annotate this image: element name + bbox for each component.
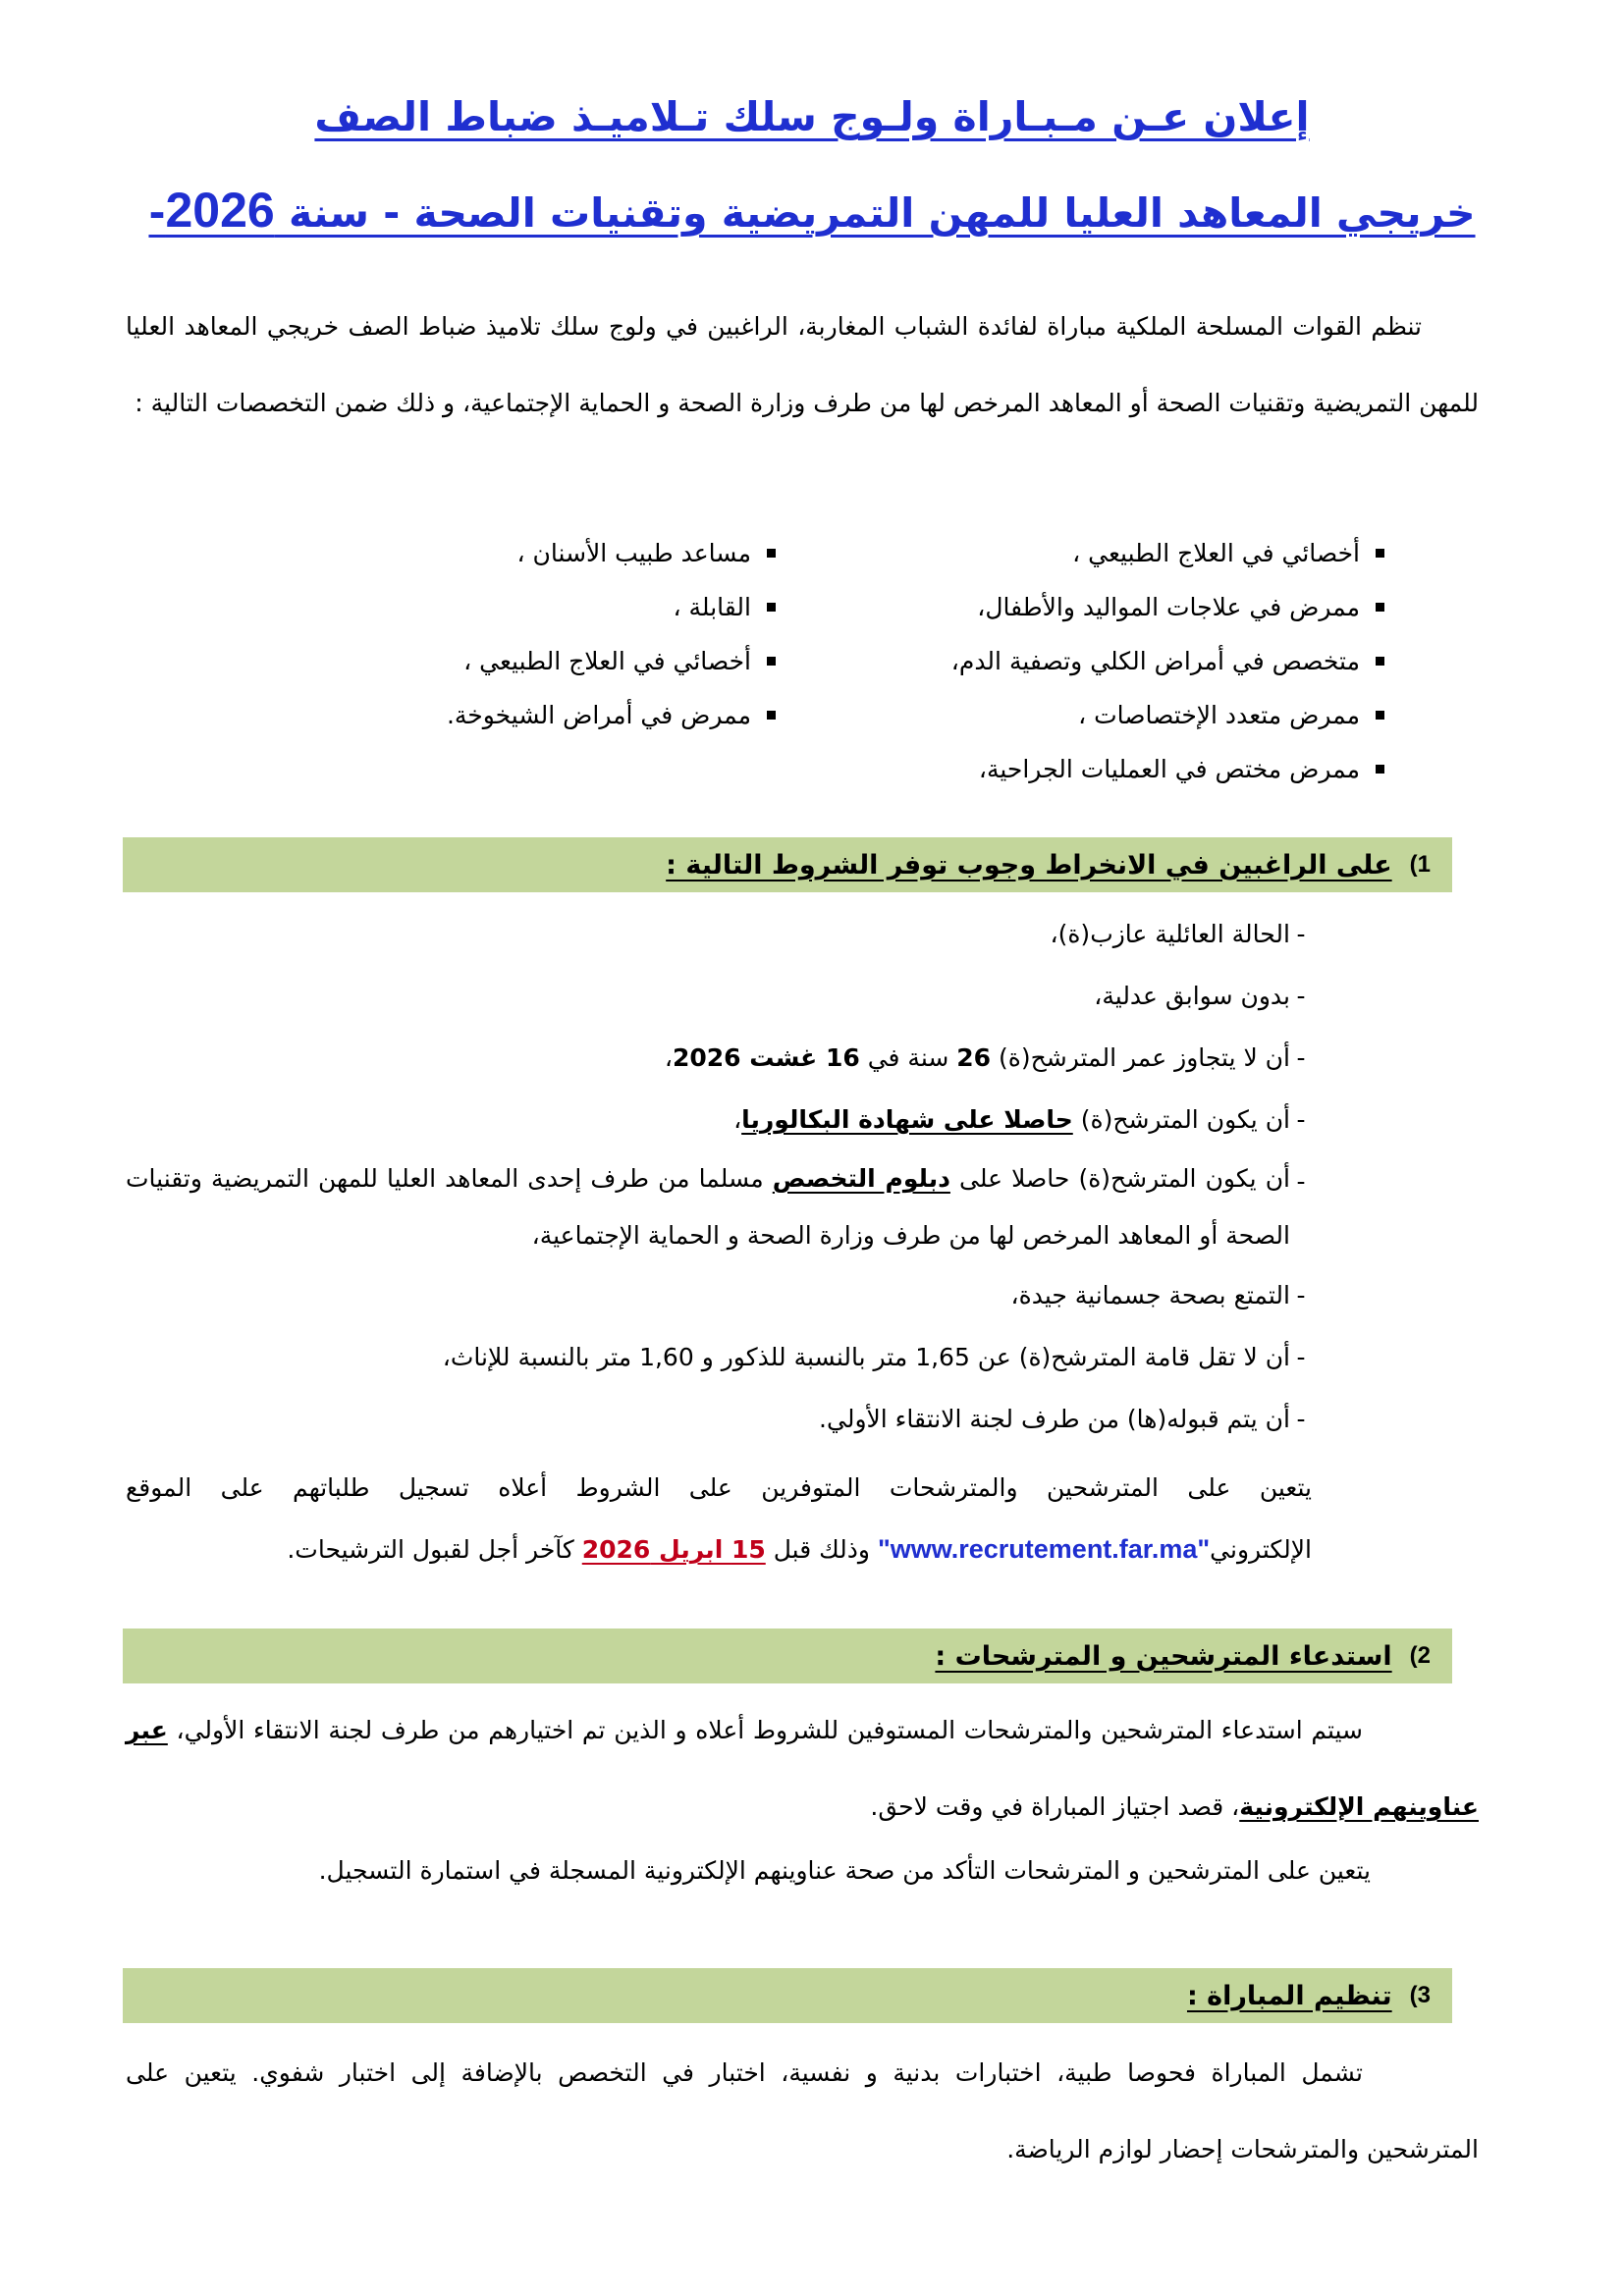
subtitle-suffix: - bbox=[148, 189, 166, 237]
section-3-header bbox=[123, 1968, 1452, 2023]
subtitle-year: 2026 bbox=[165, 183, 275, 238]
dash-icon: - bbox=[1296, 982, 1306, 1010]
condition-text: الحالة العائلية عازب(ة)، bbox=[1050, 920, 1290, 948]
bullet-icon bbox=[1376, 711, 1384, 720]
specialty-label: متخصص في أمراض الكلي وتصفية الدم، bbox=[950, 647, 1360, 675]
specialty-item bbox=[874, 580, 1384, 634]
diploma-requirement: دبلوم التخصص bbox=[772, 1164, 950, 1193]
condition-item bbox=[126, 1388, 1312, 1450]
condition-text: التمتع بصحة جسمانية جيدة، bbox=[1010, 1281, 1290, 1309]
condition-item bbox=[126, 1150, 1312, 1264]
dash-icon: - bbox=[1296, 1043, 1306, 1072]
age-limit: 26 bbox=[956, 1043, 992, 1072]
condition-item bbox=[126, 1089, 1312, 1150]
conditions-list bbox=[126, 903, 1312, 1450]
specialty-label: أخصائي في العلاج الطبيعي ، bbox=[1072, 539, 1360, 567]
page-title: إعلان عـن مـبـاراة ولـوج سلك تـلاميـذ ضباط الصف bbox=[314, 93, 1310, 140]
section-3-heading: تنظيم المباراة : bbox=[1186, 1980, 1392, 2011]
specialty-item bbox=[874, 688, 1384, 742]
specialty-label: ممرض مختص في العمليات الجراحية، bbox=[978, 755, 1360, 783]
section-2-header bbox=[123, 1629, 1452, 1683]
condition-text: أن يكون المترشح(ة) حاصلا على دبلوم التخصص مسلما من طرف إحدى المعاهد العليا للمهن التمريضية وتقنيات الصحة أو المعاهد المرخص لها من طرف وزارة الصحة و الحماية الإجتماعية، bbox=[126, 1164, 1290, 1250]
specialty-item bbox=[874, 526, 1384, 580]
convocation-text: ، قصد اجتياز المباراة في وقت لاحق. bbox=[870, 1792, 1240, 1821]
dash-icon: - bbox=[1296, 920, 1306, 948]
specialty-label: ممرض في أمراض الشيخوخة. bbox=[446, 701, 751, 729]
specialty-item bbox=[285, 580, 776, 634]
convocation-paragraph bbox=[126, 1692, 1479, 1845]
intro-paragraph bbox=[126, 289, 1479, 442]
section-3-number: 3) bbox=[1409, 1982, 1431, 2008]
apply-text: وذلك قبل bbox=[765, 1535, 878, 1564]
condition-text: بدون سوابق عدلية، bbox=[1094, 982, 1290, 1010]
specialty-item bbox=[285, 526, 776, 580]
condition-item bbox=[126, 1027, 1312, 1089]
bullet-icon bbox=[1376, 657, 1384, 666]
page-subtitle bbox=[0, 182, 1624, 239]
bullet-icon bbox=[1376, 549, 1384, 558]
condition-item bbox=[126, 903, 1312, 965]
intro-text: تنظم القوات المسلحة الملكية مباراة لفائدة الشباب المغاربة، الراغبين في ولوج سلك تلاميذ ضباط الصف خريجي المعاهد العليا للمهن التمريضية وتقنيات الصحة أو المعاهد المرخص لها من طرف وزارة الصحة و الحماية الإجتماعية، و ذلك ضمن التخصصات التالية : bbox=[126, 312, 1479, 417]
condition-item bbox=[126, 965, 1312, 1027]
specialty-label: مساعد طبيب الأسنان ، bbox=[516, 539, 751, 567]
specialties-right-column bbox=[874, 526, 1384, 796]
specialty-item bbox=[285, 688, 776, 742]
dash-icon: - bbox=[1296, 1405, 1306, 1433]
section-1-number: 1) bbox=[1409, 851, 1431, 878]
specialty-label: ممرض متعدد الإختصاصات ، bbox=[1078, 701, 1360, 729]
dash-icon: - bbox=[1296, 1105, 1306, 1134]
organization-paragraph bbox=[126, 2035, 1479, 2188]
application-paragraph bbox=[126, 1457, 1312, 1580]
age-date: 16 غشت 2026 bbox=[672, 1043, 860, 1072]
specialty-label: أخصائي في العلاج الطبيعي ، bbox=[463, 647, 751, 675]
organization-text: تشمل المباراة فحوصا طبية، اختبارات بدنية و نفسية، اختبار في التخصص بالإضافة إلى اختبار شفوي. يتعين على المترشحين والمترشحات إحضار لوازم الرياضة. bbox=[126, 2058, 1479, 2163]
bullet-icon bbox=[767, 711, 776, 720]
email-emphasis: عبر عناوينهم الإلكترونية bbox=[126, 1716, 1479, 1821]
bullet-icon bbox=[767, 549, 776, 558]
bullet-icon bbox=[1376, 765, 1384, 774]
apply-text: كآخر أجل لقبول الترشيحات. bbox=[287, 1535, 582, 1564]
apply-text: يتعين على المترشحين والمترشحات المتوفرين على الشروط أعلاه تسجيل طلباتهم على الموقع الإلكتروني bbox=[126, 1473, 1312, 1564]
dash-icon: - bbox=[1296, 1343, 1306, 1371]
specialty-item bbox=[285, 634, 776, 688]
condition-text: أن لا تقل قامة المترشح(ة) عن 1,65 متر بالنسبة للذكور و 1,60 متر بالنسبة للإناث، bbox=[442, 1343, 1290, 1371]
condition-text: أن لا يتجاوز عمر المترشح(ة) 26 سنة في 16 غشت 2026، bbox=[664, 1043, 1290, 1072]
dash-icon: - bbox=[1296, 1281, 1306, 1309]
website-link[interactable]: "www.recrutement.far.ma" bbox=[877, 1534, 1211, 1564]
section-2-number: 2) bbox=[1409, 1642, 1431, 1669]
specialty-item bbox=[874, 634, 1384, 688]
bullet-icon bbox=[767, 603, 776, 612]
bullet-icon bbox=[767, 657, 776, 666]
specialty-label: القابلة ، bbox=[673, 593, 751, 621]
bullet-icon bbox=[1376, 603, 1384, 612]
convocation-text: سيتم استدعاء المترشحين والمترشحات المستوفين للشروط أعلاه و الذين تم اختيارهم من طرف لجنة الانتقاء الأولي، bbox=[167, 1716, 1363, 1744]
condition-item bbox=[126, 1326, 1312, 1388]
section-1-header bbox=[123, 837, 1452, 892]
subtitle-text: خريجي المعاهد العليا للمهن التمريضية وتقنيات الصحة - سنة bbox=[289, 189, 1476, 237]
section-2-heading: استدعاء المترشحين و المترشحات : bbox=[935, 1640, 1392, 1672]
condition-item bbox=[126, 1264, 1312, 1326]
condition-text: أن يتم قبوله(ها) من طرف لجنة الانتقاء الأولي. bbox=[819, 1405, 1290, 1433]
email-check-paragraph: يتعين على المترشحين و المترشحات التأكد من صحة عناوينهم الإلكترونية المسجلة في استمارة التسجيل. bbox=[318, 1856, 1371, 1885]
specialty-item bbox=[874, 742, 1384, 796]
bac-requirement: حاصلا على شهادة البكالوريا bbox=[741, 1105, 1073, 1134]
specialties-left-column bbox=[285, 526, 776, 742]
specialty-label: ممرض في علاجات المواليد والأطفال، bbox=[977, 593, 1360, 621]
section-1-heading: على الراغبين في الانخراط وجوب توفر الشروط التالية : bbox=[666, 849, 1392, 881]
dash-icon: - bbox=[1296, 1167, 1306, 1196]
condition-text: أن يكون المترشح(ة) حاصلا على شهادة البكالوريا، bbox=[733, 1105, 1290, 1134]
deadline-date: 15 ابريل 2026 bbox=[581, 1535, 766, 1564]
